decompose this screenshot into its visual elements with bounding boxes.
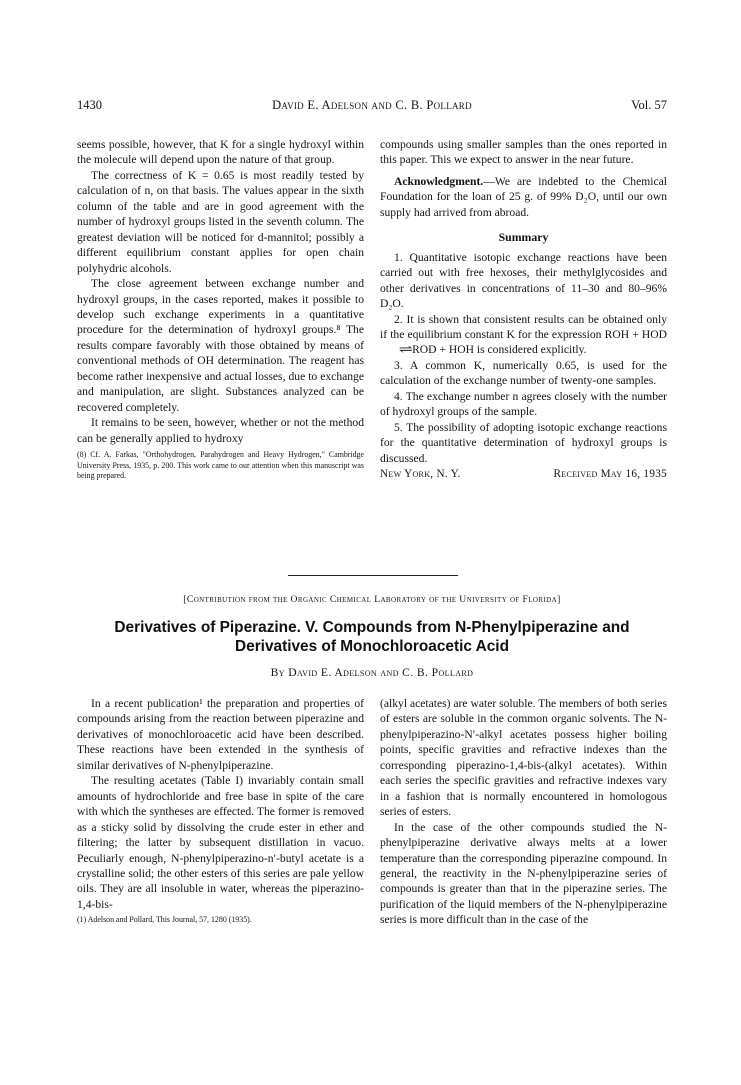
paragraph: The close agreement between exchange number and hydroxyl groups, in the cases reported, makes it possible to develop such exchange experiments in a quantitative procedure for the determination of hydroxyl groups.⁸ The results compare favorably with those obtained by means of conventional methods of OH determination. The reagent has become rather inexpensive and actual losses, due to exchange and manipulation, are slight. Substances analyzed can be recovered completely. bbox=[77, 277, 364, 414]
paragraph: In a recent publication¹ the preparation and properties of compounds arising from the reaction between piperazine and derivatives of monochloroacetic acid have been described. These reactions have been extended in the synthesis of similar derivatives of N-phenylpiperazine. bbox=[77, 697, 364, 772]
summary-heading: Summary bbox=[498, 230, 549, 245]
footnote-8: (8) Cf. A. Farkas, "Orthohydrogen, Parahydrogen and Heavy Hydrogen," Cambridge University Press, 1935, p. 200. This work came to our attention when this manuscript was being prepared. bbox=[77, 450, 364, 481]
summary-item-5: 5. The possibility of adopting isotopic exchange reactions for the quantitative determination of hydroxyl groups is discussed. bbox=[380, 420, 667, 465]
article-title: Derivatives of Piperazine. V. Compounds from N-Phenylpiperazine and Derivatives of Monochloroacetic Acid bbox=[114, 619, 630, 655]
dateline bbox=[380, 467, 667, 484]
page-number: 1430 bbox=[77, 98, 102, 112]
paragraph: (alkyl acetates) are water soluble. The members of both series of esters are soluble in the common organic solvents. The N-phenylpiperazino-N′-alkyl acetates possess higher boiling points, specific gravities and refractive indexes than the corresponding piperazino-1,4-bis-(alkyl acetates). Within each series the specific gravities and refractive indexes vary in a fashion that is normally encountered in homologous series of esters. bbox=[380, 697, 667, 819]
volume-number: Vol. 57 bbox=[631, 98, 667, 112]
acknowledgment-label: Acknowledgment. bbox=[394, 174, 484, 188]
running-head bbox=[77, 95, 667, 115]
equilibrium-arrow-icon: ⇌ bbox=[398, 342, 413, 357]
upper-right-column bbox=[380, 137, 667, 484]
footnote-1: (1) Adelson and Pollard, This Journal, 57, 1280 (1935). bbox=[77, 915, 252, 925]
lower-right-column bbox=[380, 696, 667, 928]
summary-item-3: 3. A common K, numerically 0.65, is used for the calculation of the exchange number of twenty-one samples. bbox=[380, 358, 667, 388]
lower-left-column bbox=[77, 696, 364, 926]
article-byline: By David E. Adelson and C. B. Pollard bbox=[270, 666, 474, 679]
summary-item-4: 4. The exchange number n agrees closely with the number of hydroxyl groups of the sample. bbox=[380, 389, 667, 419]
place: New York, N. Y. bbox=[380, 468, 461, 481]
acknowledgment bbox=[380, 174, 667, 220]
section-divider bbox=[288, 575, 458, 576]
summary-item-1: 1. Quantitative isotopic exchange reactions have been carried out with free hexoses, their methylglycosides and other derivatives in concentrations of 11–30 and 80–96% D₂O. bbox=[380, 250, 667, 311]
paragraph: The correctness of K = 0.65 is most readily tested by calculation of n, on that basis. The values appear in the sixth column of the table and are in good agreement with the number of hydroxyl groups listed in the seventh column. The greatest deviation will be noticed for d-mannitol; possibly a different equilibrium constant applies for open chain polyhydric alcohols. bbox=[77, 168, 364, 275]
paragraph: In the case of the other compounds studied the N-phenylpiperazine derivative always melts at a lower temperature than the corresponding piperazine compound. In general, the reactivity in the N-phenylpiperazine series of compounds is greater than that in the piperazine series. The purification of the liquid members of the N-phenylpiperazine series is more difficult than in the case of the bbox=[380, 820, 667, 927]
paragraph: compounds using smaller samples than the ones reported in this paper. This we expect to answer in the near future. bbox=[380, 138, 667, 167]
upper-left-column bbox=[77, 137, 364, 482]
summary-item-2-text-a: 2. It is shown that consistent results can be obtained only if the equilibrium constant K for the expression ROH + HOD bbox=[380, 312, 667, 341]
summary-item-2 bbox=[380, 312, 667, 358]
paragraph: The resulting acetates (Table I) invariably contain small amounts of hydrochloride and free base in spite of the care with which the syntheses are effected. The former is removed as a sticky solid by dissolving the crude ester in ether and filtering; the latter by subsequent distillation in vacuo. Peculiarly enough, N-phenylpiperazino-n′-butyl acetate is a crystalline solid; the other esters of this series are pale yellow oils. They are all insoluble in water, whereas the piperazino-1,4-bis- bbox=[77, 774, 364, 911]
contribution-line: [Contribution from the Organic Chemical Laboratory of the University of Florida] bbox=[183, 594, 561, 605]
summary-item-2-text-b: ROD + HOH is considered explicitly. bbox=[412, 343, 587, 357]
acknowledgment-text: —We are indebted to the Chemical Foundation for the loan of 25 g. of 99% D₂O, until our own supply had arrived from abroad. bbox=[380, 174, 667, 219]
running-head-authors: David E. Adelson and C. B. Pollard bbox=[272, 98, 472, 112]
received-date: Received May 16, 1935 bbox=[553, 468, 667, 481]
paragraph: seems possible, however, that K for a single hydroxyl within the molecule will depend upon the nature of that group. bbox=[77, 138, 364, 167]
paragraph: It remains to be seen, however, whether or not the method can be generally applied to hydroxy bbox=[77, 416, 364, 445]
